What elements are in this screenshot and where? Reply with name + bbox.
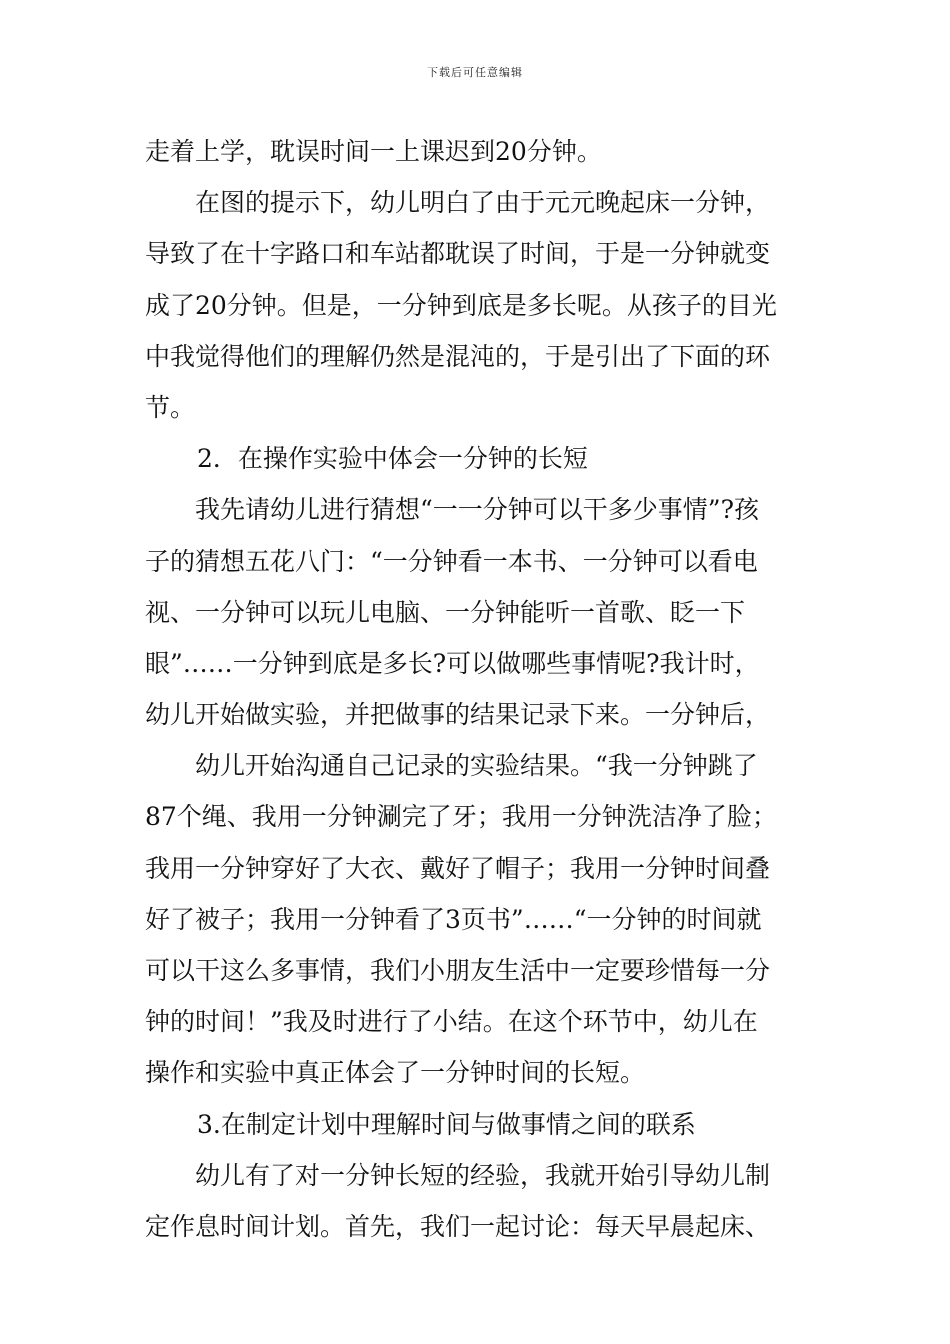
page-header: 下载后可任意编辑 — [427, 66, 523, 79]
text-line: 眼”……一分钟到底是多长?可以做哪些事情呢?我计时， — [145, 648, 760, 678]
text-line: 在图的提示下，幼儿明白了由于元元晚起床一分钟， — [195, 188, 771, 218]
text-line: 视、一分钟可以玩儿电脑、一分钟能听一首歌、眨一下 — [145, 597, 746, 627]
text-line: 87个绳、我用一分钟涮完了牙；我用一分钟洗洁净了脸； — [145, 802, 777, 832]
text-line: 成了20分钟。但是，一分钟到底是多长呢。从孩子的目光 — [145, 290, 777, 320]
section-heading: 2．在操作实验中体会一分钟的长短 — [197, 444, 588, 474]
text-line: 走着上学，耽误时间一上课迟到20分钟。 — [145, 137, 602, 166]
text-line: 幼儿开始做实验，并把做事的结果记录下来。一分钟后， — [145, 700, 771, 730]
document-body — [145, 126, 815, 1252]
text-line: 节。 — [145, 392, 196, 422]
text-line: 导致了在十字路口和车站都耽误了时间，于是一分钟就变 — [145, 239, 771, 269]
text-line: 我用一分钟穿好了大衣、戴好了帽子；我用一分钟时间叠 — [145, 853, 771, 883]
text-line: 我先请幼儿进行猜想“一一分钟可以干多少事情”?孩 — [195, 495, 759, 525]
text-line: 定作息时间计划。首先，我们一起讨论：每天早晨起床、 — [145, 1211, 771, 1241]
text-line: 好了被子；我用一分钟看了3页书”……“一分钟的时间就 — [145, 904, 762, 934]
text-line: 幼儿开始沟通自己记录的实验结果。“我一分钟跳了 — [195, 751, 758, 781]
text-line: 可以干这么多事情，我们小朋友生活中一定要珍惜每一分 — [145, 956, 771, 985]
text-line: 操作和实验中真正体会了一分钟时间的长短。 — [145, 1058, 646, 1088]
text-line: 中我觉得他们的理解仍然是混沌的，于是引出了下面的环 — [145, 341, 771, 371]
text-line: 钟的时间！”我及时进行了小结。在这个环节中，幼儿在 — [145, 1007, 758, 1037]
section-heading: 3.在制定计划中理解时间与做事情之间的联系 — [197, 1109, 696, 1139]
text-line: 幼儿有了对一分钟长短的经验，我就开始引导幼儿制 — [195, 1160, 771, 1190]
text-line: 子的猜想五花八门：“一分钟看一本书、一分钟可以看电 — [145, 546, 758, 576]
